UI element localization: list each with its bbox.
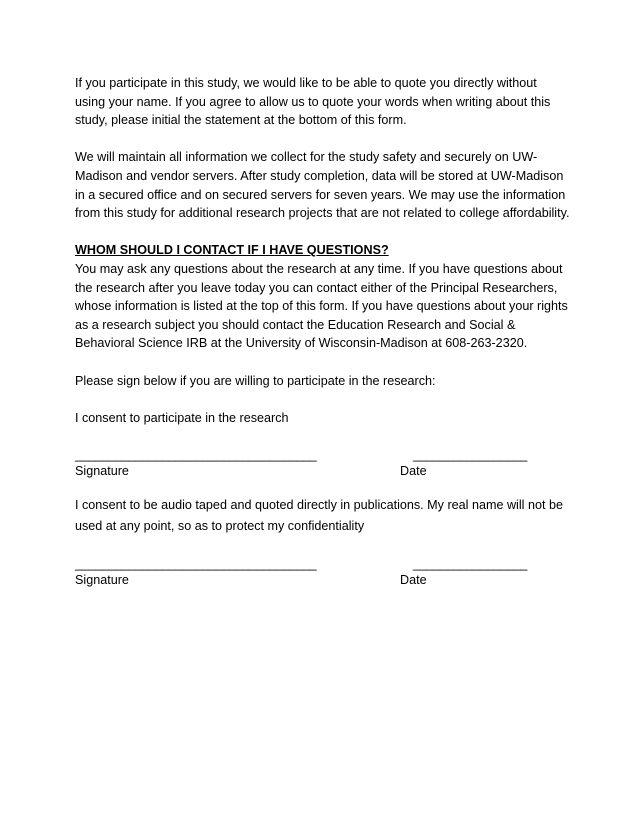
signature-line[interactable]: ____________________________________ [75, 447, 317, 462]
date-label: Date [400, 573, 427, 588]
quote-paragraph: If you participate in this study, we would like to be able to quote you directly without using your name. If you agree to allow us to quote your words when writing about this study, please initial the statement at the bottom of this form. [75, 76, 551, 128]
contact-paragraph: You may ask any questions about the research at any time. If you have questions about the research after you leave today you can contact either of the Principal Researchers, whose information is listed at the top of this form. If you have questions about your rights as a research subject you should contact the Education Research and Social & Behavioral Science IRB at the University of Wisconsin-Madison at 608-263-2320. [75, 261, 568, 351]
signature-label: Signature [75, 573, 129, 588]
date-label: Date [400, 463, 427, 478]
date-line[interactable]: _________________ [413, 557, 527, 572]
consent-participate-statement: I consent to participate in the research [75, 410, 289, 425]
contact-heading: WHOM SHOULD I CONTACT IF I HAVE QUESTIONS? [75, 243, 389, 258]
date-line[interactable]: _________________ [413, 447, 527, 462]
document-body [75, 74, 570, 587]
signature-block-participate [75, 446, 570, 478]
data-storage-paragraph: We will maintain all information we collect for the study safety and securely on UW-Madison and vendor servers. After study completion, data will be stored at UW-Madison in a secured office and on secured servers for seven years. We may use the information from this study for additional research projects that are not related to college affordability. [75, 150, 570, 221]
signature-block-audio [75, 555, 570, 587]
signature-label: Signature [75, 463, 129, 478]
contact-section [75, 241, 570, 353]
consent-audio-statement: I consent to be audio taped and quoted directly in publications. My real name will not be used at any point, so as to protect my confidentiality [75, 497, 563, 533]
signature-line[interactable]: ____________________________________ [75, 557, 317, 572]
sign-prompt: Please sign below if you are willing to participate in the research: [75, 373, 436, 388]
